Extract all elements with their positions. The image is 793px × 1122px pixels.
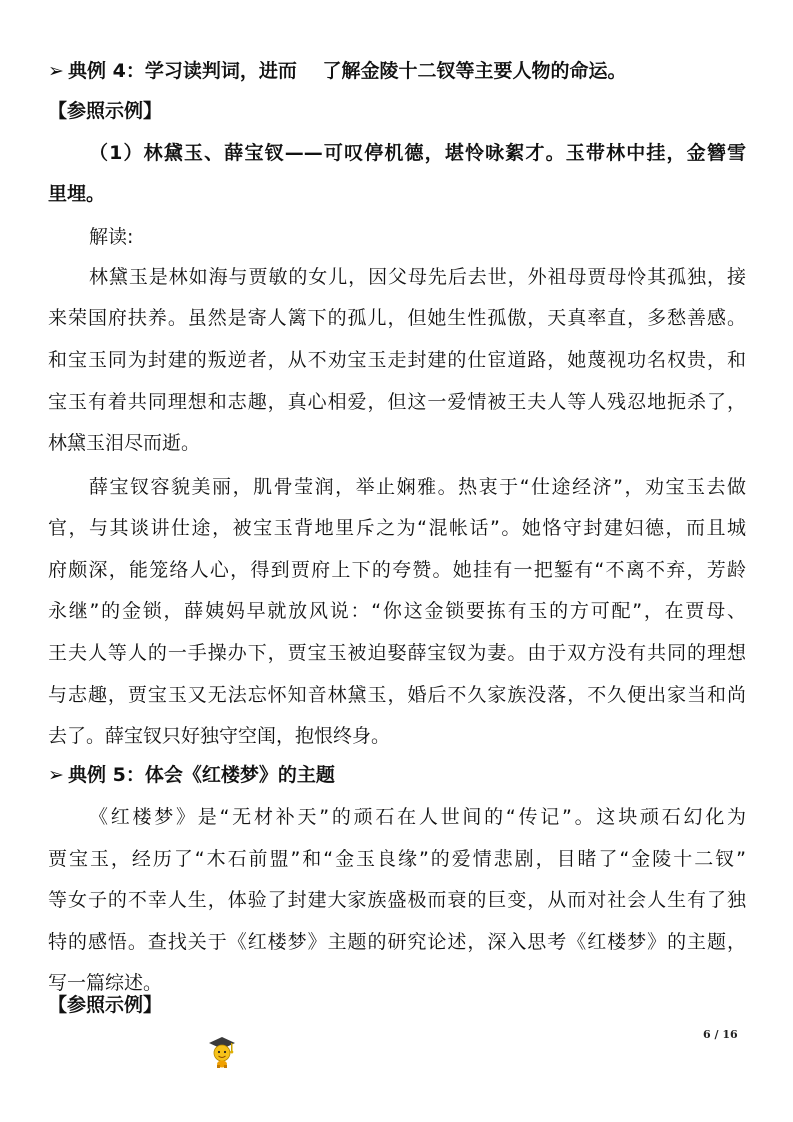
paragraph-line: 官，与其谈讲仕途，被宝玉背地里斥之为“混帐话”。她恪守封建妇德，而且城 xyxy=(48,517,746,539)
paragraph-line: 府颇深，能笼络人心，得到贾府上下的夸赞。她挂有一把錾有“不离不弃，芳龄 xyxy=(48,559,746,581)
reference-example-label: 【参照示例】 xyxy=(48,994,163,1016)
paragraph-line: 王夫人等人的一手操办下，贾宝玉被迫娶薛宝钗为妻。由于双方没有共同的理想 xyxy=(48,642,746,664)
paragraph-line: 等女子的不幸人生，体验了封建大家族盛极而衰的巨变，从而对社会人生有了独 xyxy=(48,889,746,911)
paragraph-line: 永继”的金锁，薛姨妈早就放风说：“你这金锁要拣有玉的方可配”，在贾母、 xyxy=(48,600,746,622)
arrow-marker-icon: ➢ xyxy=(48,764,64,786)
paragraph-line: 林黛玉是林如海与贾敏的女儿，因父母先后去世，外祖母贾母怜其孤独，接 xyxy=(89,266,746,288)
example-4-heading xyxy=(48,58,626,84)
paragraph-line: 来荣国府扶养。虽然是寄人篱下的孤儿，但她生性孤傲，天真率直，多愁善感。 xyxy=(48,307,746,329)
paragraph-line: 薛宝钗容貌美丽，肌骨莹润，举止娴雅。热衷于“仕途经济”，劝宝玉去做 xyxy=(89,476,746,498)
reference-example-label: 【参照示例】 xyxy=(48,100,163,122)
paragraph-line: 去了。薛宝钗只好独守空闺，抱恨终身。 xyxy=(48,725,391,747)
item-1-line-1: （1）林黛玉、薛宝钗——可叹停机德，堪怜咏絮才。玉带林中挂，金簪雪 xyxy=(89,142,746,164)
example-5-heading xyxy=(48,762,335,788)
paragraph-line: 《红楼梦》是“无材补天”的顽石在人世间的“传记”。这块顽石幻化为 xyxy=(89,806,746,828)
item-1-line-2: 里埋。 xyxy=(48,183,106,205)
example-4-title: 典例 4：学习读判词，进而 了解金陵十二钗等主要人物的命运。 xyxy=(68,60,627,82)
example-5-title: 典例 5：体会《红楼梦》的主题 xyxy=(68,764,335,786)
paragraph-line: 林黛玉泪尽而逝。 xyxy=(48,432,201,454)
paragraph-line: 贾宝玉，经历了“木石前盟”和“金玉良缘”的爱情悲剧，目睹了“金陵十二钗” xyxy=(48,848,746,870)
paragraph-line: 特的感悟。查找关于《红楼梦》主题的研究论述，深入思考《红楼梦》的主题， xyxy=(48,931,746,953)
arrow-marker-icon: ➢ xyxy=(48,60,64,82)
paragraph-line: 写一篇综述。 xyxy=(48,972,163,994)
scholar-mascot-icon xyxy=(205,1034,239,1068)
paragraph-line: 和宝玉同为封建的叛逆者，从不劝宝玉走封建的仕宦道路，她蔑视功名权贵，和 xyxy=(48,349,746,371)
interpretation-label: 解读: xyxy=(89,226,134,248)
paragraph-line: 宝玉有着共同理想和志趣，真心相爱，但这一爱情被王夫人等人残忍地扼杀了， xyxy=(48,391,746,413)
page-number: 6 / 16 xyxy=(703,1028,738,1041)
paragraph-line: 与志趣，贾宝玉又无法忘怀知音林黛玉，婚后不久家族没落，不久便出家当和尚 xyxy=(48,684,746,706)
